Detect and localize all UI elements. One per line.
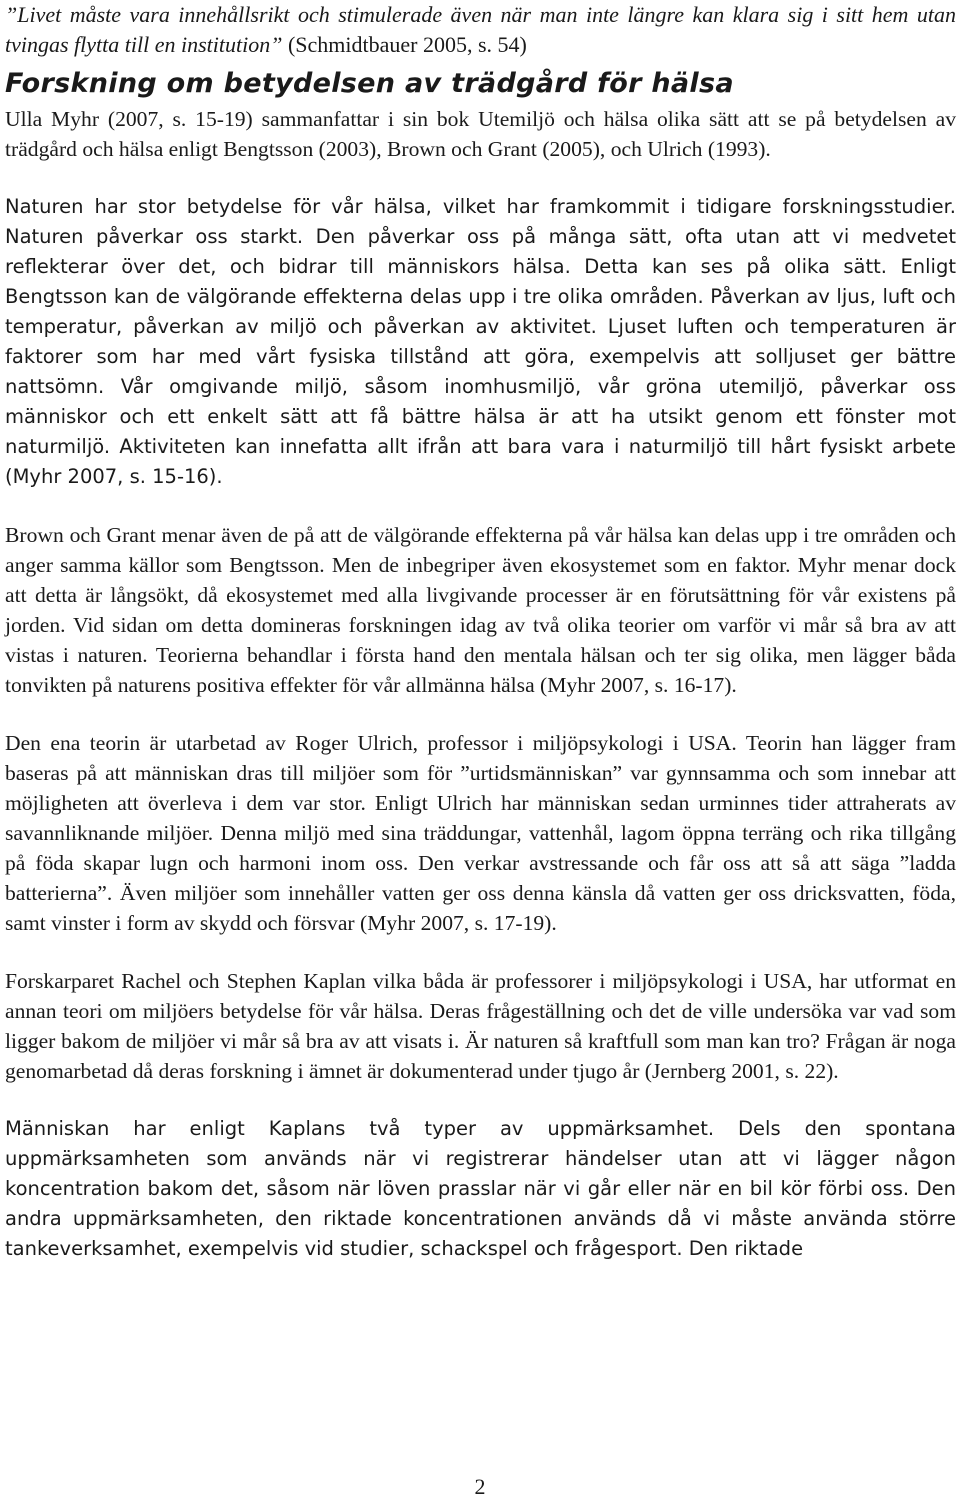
paragraph-kaplan: Forskarparet Rachel och Stephen Kaplan vilka båda är professorer i miljöpsykologi i USA, har utformat en annan teori om miljöers betydelse för vår hälsa. Deras frågeställning och det de ville undersöka var vad som ligger bakom de miljöer vi mår så bra av att visats i. Är naturen så kraftfull som man kan tro? Frågan är noga genomarbetad då deras forskning i ämnet är dokumenterad under tjugo år (Jernberg 2001, s. 22). <box>5 969 956 1083</box>
paragraph-ulrich: Den ena teorin är utarbetad av Roger Ulrich, professor i miljöpsykologi i USA. Teorin han lägger fram baseras på att människan dras till miljöer som för ”urtidsmänniskan” var gynnsamma och som innebar att möjligheten att överleva i dem var stor. Enligt Ulrich har människan sedan urminnes tider attraherats av savannliknande miljöer. Denna miljö med sina träddungar, vattenhål, lagom öppna terräng och rika tillgång på föda skapar lugn och harmoni inom oss. Den verkar avstressande och får oss att så att säga ”ladda batterierna”. Även miljöer som innehåller vatten ger oss denna känsla då vatten ger oss dricksvatten, föda, samt vinster i form av skydd och försvar (Myhr 2007, s. 17-19). <box>5 731 956 935</box>
paragraph-attention: Människan har enligt Kaplans två typer av uppmärksamhet. Dels den spontana uppmärksamheten som används när vi registrerar händelser utan att vi lägger någon koncentration bakom det, såsom när löven prasslar när vi går eller när en bil kör förbi oss. Den andra uppmärksamheten, den riktade koncentrationen används då vi måste använda större tankeverksamhet, exempelvis vid studier, schackspel och frågesport. Den riktade <box>5 1117 956 1260</box>
paragraph-intro: Ulla Myhr (2007, s. 15-19) sammanfattar i sin bok Utemiljö och hälsa olika sätt att se på betydelsen av trädgård och hälsa enligt Bengtsson (2003), Brown och Grant (2005), och Ulrich (1993). <box>5 107 956 161</box>
quote-text: ”Livet måste vara innehållsrikt och stimulerade även när man inte längre kan klara sig i sitt hem utan tvingas flytta till en institution” <box>5 2 956 57</box>
quote-citation: (Schmidtbauer 2005, s. 54) <box>282 32 527 57</box>
page-number: 2 <box>474 1474 486 1499</box>
section-heading: Forskning om betydelsen av trädgård för hälsa <box>5 68 734 99</box>
paragraph-brown-grant: Brown och Grant menar även de på att de välgörande effekterna på vår hälsa kan delas upp i tre områden och anger samma källor som Bengtsson. Men de inbegriper även ekosystemet som en faktor. Myhr menar dock att detta är långsökt, då ekosystemet med alla livgivande processer är en förutsättning för vår existens på jorden. Vid sidan om detta domineras forskningen idag av två olika teorier om varför vi mår så bra av att vistas i naturen. Teorierna behandlar i första hand den mentala hälsan och ter sig olika, men lägger båda tonvikten på naturens positiva effekter för vår allmänna hälsa (Myhr 2007, s. 16-17). <box>5 523 956 697</box>
paragraph-nature-health: Naturen har stor betydelse för vår hälsa, vilket har framkommit i tidigare forskningsstudier. Naturen påverkar oss starkt. Den påverkar oss på många sätt, ofta utan att vi medvetet reflekterar över det, och bidrar till människors hälsa. Detta kan ses på olika sätt. Enligt Bengtsson kan de välgörande effekterna delas upp i tre olika områden. Påverkan av ljus, luft och temperatur, påverkan av miljö och påverkan av aktivitet. Ljuset luften och temperaturen är faktorer som har med vårt fysiska tillstånd att göra, exempelvis att solljuset ger bättre nattsömn. Vår omgivande miljö, såsom inomhusmiljö, vår gröna utemiljö, påverkar oss människor och ett enkelt sätt att få bättre hälsa är att ha utsikt genom ett fönster mot naturmiljö. Aktiviteten kan innefatta allt ifrån att bara vara i naturmiljö till hårt fysiskt arbete (Myhr 2007, s. 15-16). <box>5 195 956 488</box>
block-quote <box>5 0 956 60</box>
